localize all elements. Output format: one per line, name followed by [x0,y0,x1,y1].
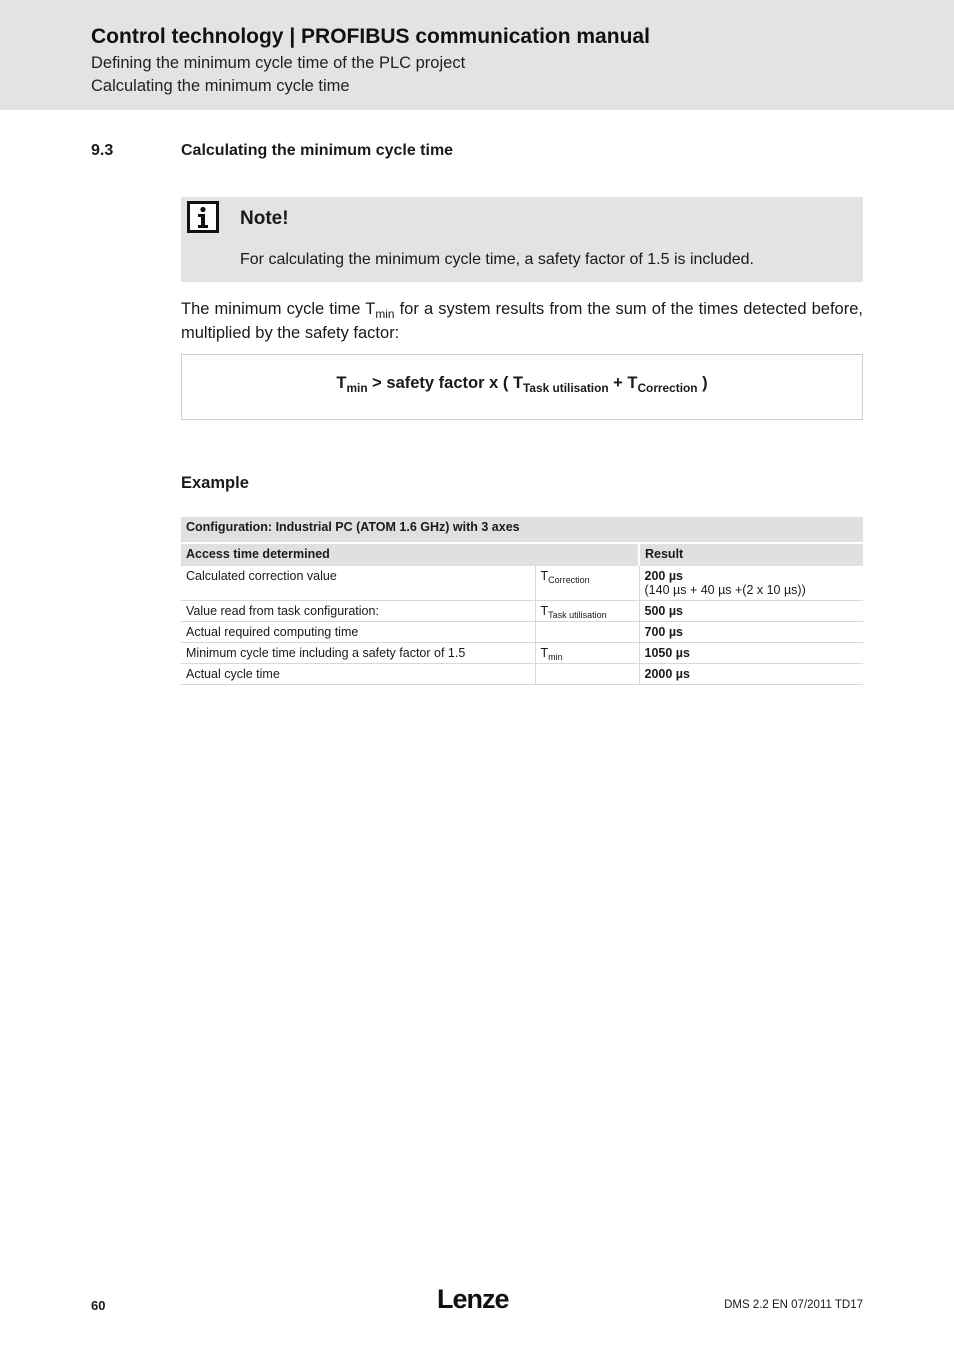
row-symbol [535,622,639,643]
table-row [181,643,863,664]
page-header [0,0,954,110]
document-code: DMS 2.2 EN 07/2011 TD17 [724,1299,863,1311]
section-title: Calculating the minimum cycle time [181,142,454,159]
info-icon [187,201,219,233]
note-text: For calculating the minimum cycle time, a safety factor of 1.5 is included. [240,251,754,268]
row-description: Actual cycle time [181,664,535,685]
row-result: 500 µs [639,601,863,622]
table-row [181,601,863,622]
body-paragraph: The minimum cycle time $T_{min}$ for a system results from the sum of the times detected before, multiplied by the safety factor: [181,300,863,342]
lenze-logo: Lenze [437,1284,509,1314]
section-breadcrumb: Calculating the minimum cycle time [91,77,350,95]
section-number: 9.3 [91,142,114,159]
row-symbol: $T_{min}$ [535,643,639,664]
table-row [181,566,863,601]
page-number: 60 [91,1298,106,1313]
row-symbol: $T_{Correction}$ [535,566,639,601]
row-description: Value read from task configuration: [181,601,535,622]
chapter-title: Defining the minimum cycle time of the PLC project [91,54,466,72]
table-header-result: Result [639,543,863,566]
note-title: Note! [240,208,289,229]
row-result: 2000 µs [639,664,863,685]
row-description: Calculated correction value [181,566,535,601]
table-config-header: Configuration: Industrial PC (ATOM 1.6 GHz) with 3 axes [181,517,863,543]
table-row [181,664,863,685]
row-description: Actual required computing time [181,622,535,643]
row-result: 700 µs [639,622,863,643]
result-note: (140 µs + 40 µs +(2 x 10 µs)) [644,583,806,597]
note-box [181,197,863,282]
row-result: 200 µs (140 µs + 40 µs +(2 x 10 µs)) [639,566,863,601]
row-result: 1050 µs [639,643,863,664]
table-row [181,622,863,643]
row-symbol: $T_{Task utilisation}$ [535,601,639,622]
table-header-access: Access time determined [181,543,639,566]
row-description: Minimum cycle time including a safety factor of 1.5 [181,643,535,664]
document-title: Control technology | PROFIBUS communication manual [91,25,650,48]
example-table [181,517,863,685]
formula-box [181,354,863,420]
row-symbol [535,664,639,685]
example-heading: Example [181,474,249,492]
formula: $T_{min}$ > safety factor x ( $T_{Task utilisation} + T_{Correction}$ ) [336,374,708,396]
